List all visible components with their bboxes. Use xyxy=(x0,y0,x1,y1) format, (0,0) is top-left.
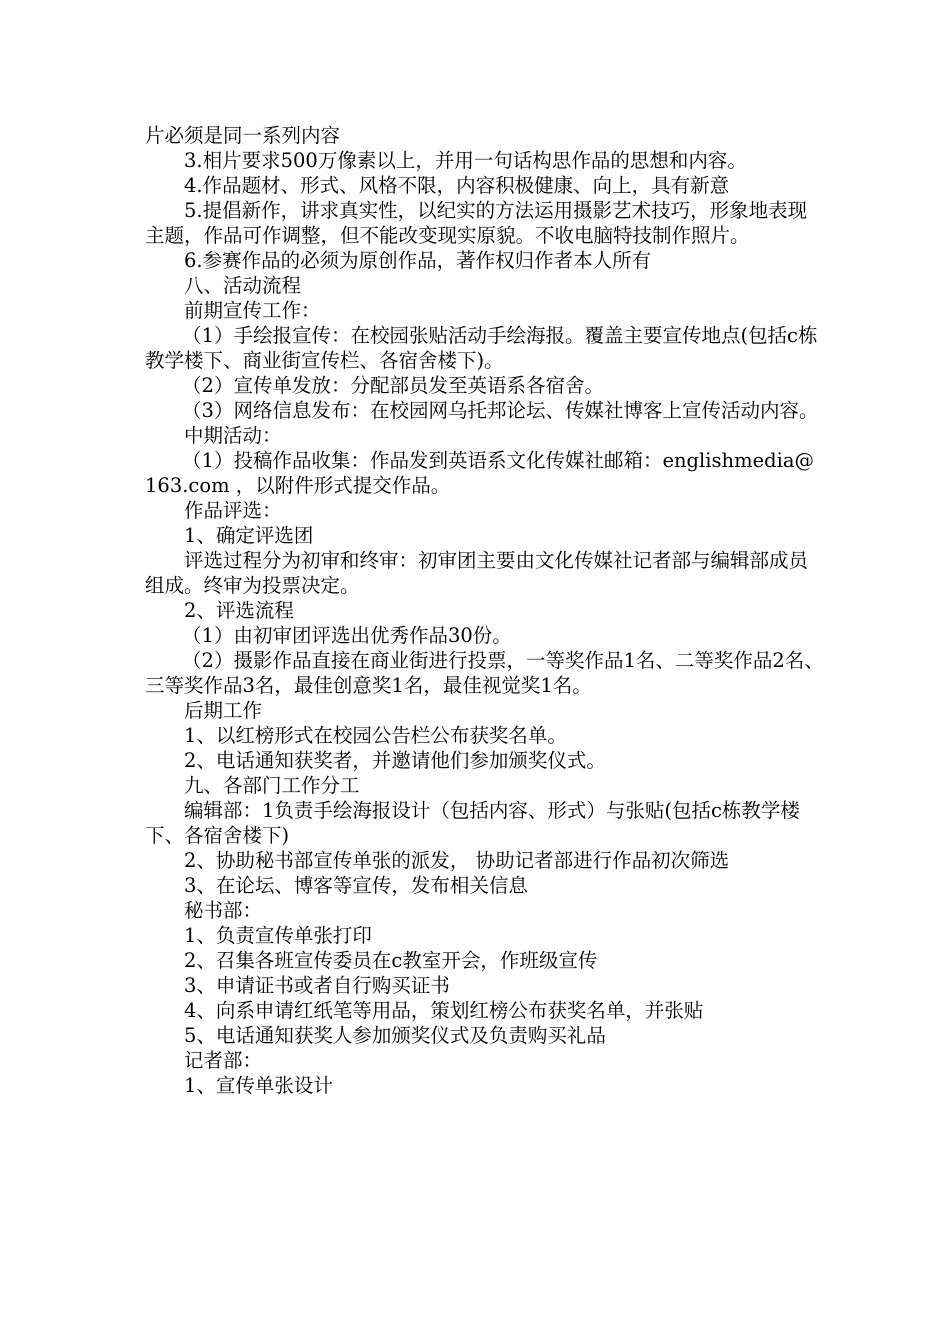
subsection-heading: 后期工作 xyxy=(184,699,263,722)
paragraph: 1、负责宣传单张打印 xyxy=(184,924,372,947)
paragraph: 2、召集各班宣传委员在c教室开会，作班级宣传 xyxy=(184,949,598,972)
paragraph: 编辑部：1负责手绘海报设计（包括内容、形式）与张贴(包括c栋教学楼下、各宿舍楼下) xyxy=(145,799,800,847)
paragraph: （2）摄影作品直接在商业街进行投票，一等奖作品1名、二等奖作品2名、三等奖作品3名，最佳创意奖1名，最佳视觉奖1名。 xyxy=(145,649,824,697)
paragraph: （3）网络信息发布：在校园网乌托邦论坛、传媒社博客上宣传活动内容。 xyxy=(182,399,819,422)
subsection-heading: 前期宣传工作： xyxy=(184,299,321,322)
paragraph: 4.作品题材、形式、风格不限，内容积极健康、向上，具有新意 xyxy=(184,174,730,197)
section-heading: 九、各部门工作分工 xyxy=(184,774,360,797)
subsection-heading: 中期活动： xyxy=(184,424,282,447)
subsection-heading: 秘书部： xyxy=(184,899,263,922)
paragraph: 评选过程分为初审和终审：初审团主要由文化传媒社记者部与编辑部成员组成。终审为投票决定。 xyxy=(145,549,809,597)
paragraph: 6.参赛作品的必须为原创作品，著作权归作者本人所有 xyxy=(184,249,652,272)
paragraph: 4、向系申请红纸笔等用品，策划红榜公布获奖名单，并张贴 xyxy=(184,999,704,1022)
paragraph: （1）由初审团评选出优秀作品30份。 xyxy=(182,624,512,647)
paragraph: 3、申请证书或者自行购买证书 xyxy=(184,974,450,997)
subsection-heading: 作品评选： xyxy=(184,499,282,522)
paragraph: 1、确定评选团 xyxy=(184,524,314,547)
paragraph: 2、评选流程 xyxy=(184,599,294,622)
paragraph: 1、以红榜形式在校园公告栏公布获奖名单。 xyxy=(184,724,567,747)
paragraph: 片必须是同一系列内容 xyxy=(145,124,341,147)
document-body xyxy=(145,123,825,1098)
paragraph: 3.相片要求500万像素以上，并用一句话构思作品的思想和内容。 xyxy=(184,149,747,172)
paragraph: （1）手绘报宣传：在校园张贴活动手绘海报。覆盖主要宣传地点(包括c栋教学楼下、商业街宣传栏、各宿舍楼下)。 xyxy=(145,324,818,372)
paragraph: （2）宣传单发放：分配部员发至英语系各宿舍。 xyxy=(182,374,604,397)
paragraph: 2、协助秘书部宣传单张的派发， 协助记者部进行作品初次筛选 xyxy=(184,849,730,872)
paragraph: 3、在论坛、博客等宣传，发布相关信息 xyxy=(184,874,528,897)
paragraph: 2、电话通知获奖者，并邀请他们参加颁奖仪式。 xyxy=(184,749,606,772)
section-heading: 八、活动流程 xyxy=(184,274,302,297)
paragraph: 1、宣传单张设计 xyxy=(184,1074,333,1097)
paragraph: 5、电话通知获奖人参加颁奖仪式及负责购买礼品 xyxy=(184,1024,606,1047)
subsection-heading: 记者部： xyxy=(184,1049,263,1072)
paragraph: 5.提倡新作，讲求真实性，以纪实的方法运用摄影艺术技巧，形象地表现主题，作品可作调整，但不能改变现实原貌。不收电脑特技制作照片。 xyxy=(145,199,808,247)
paragraph: （1）投稿作品收集：作品发到英语系文化传媒社邮箱：englishmedia@163.com ，以附件形式提交作品。 xyxy=(145,449,814,497)
